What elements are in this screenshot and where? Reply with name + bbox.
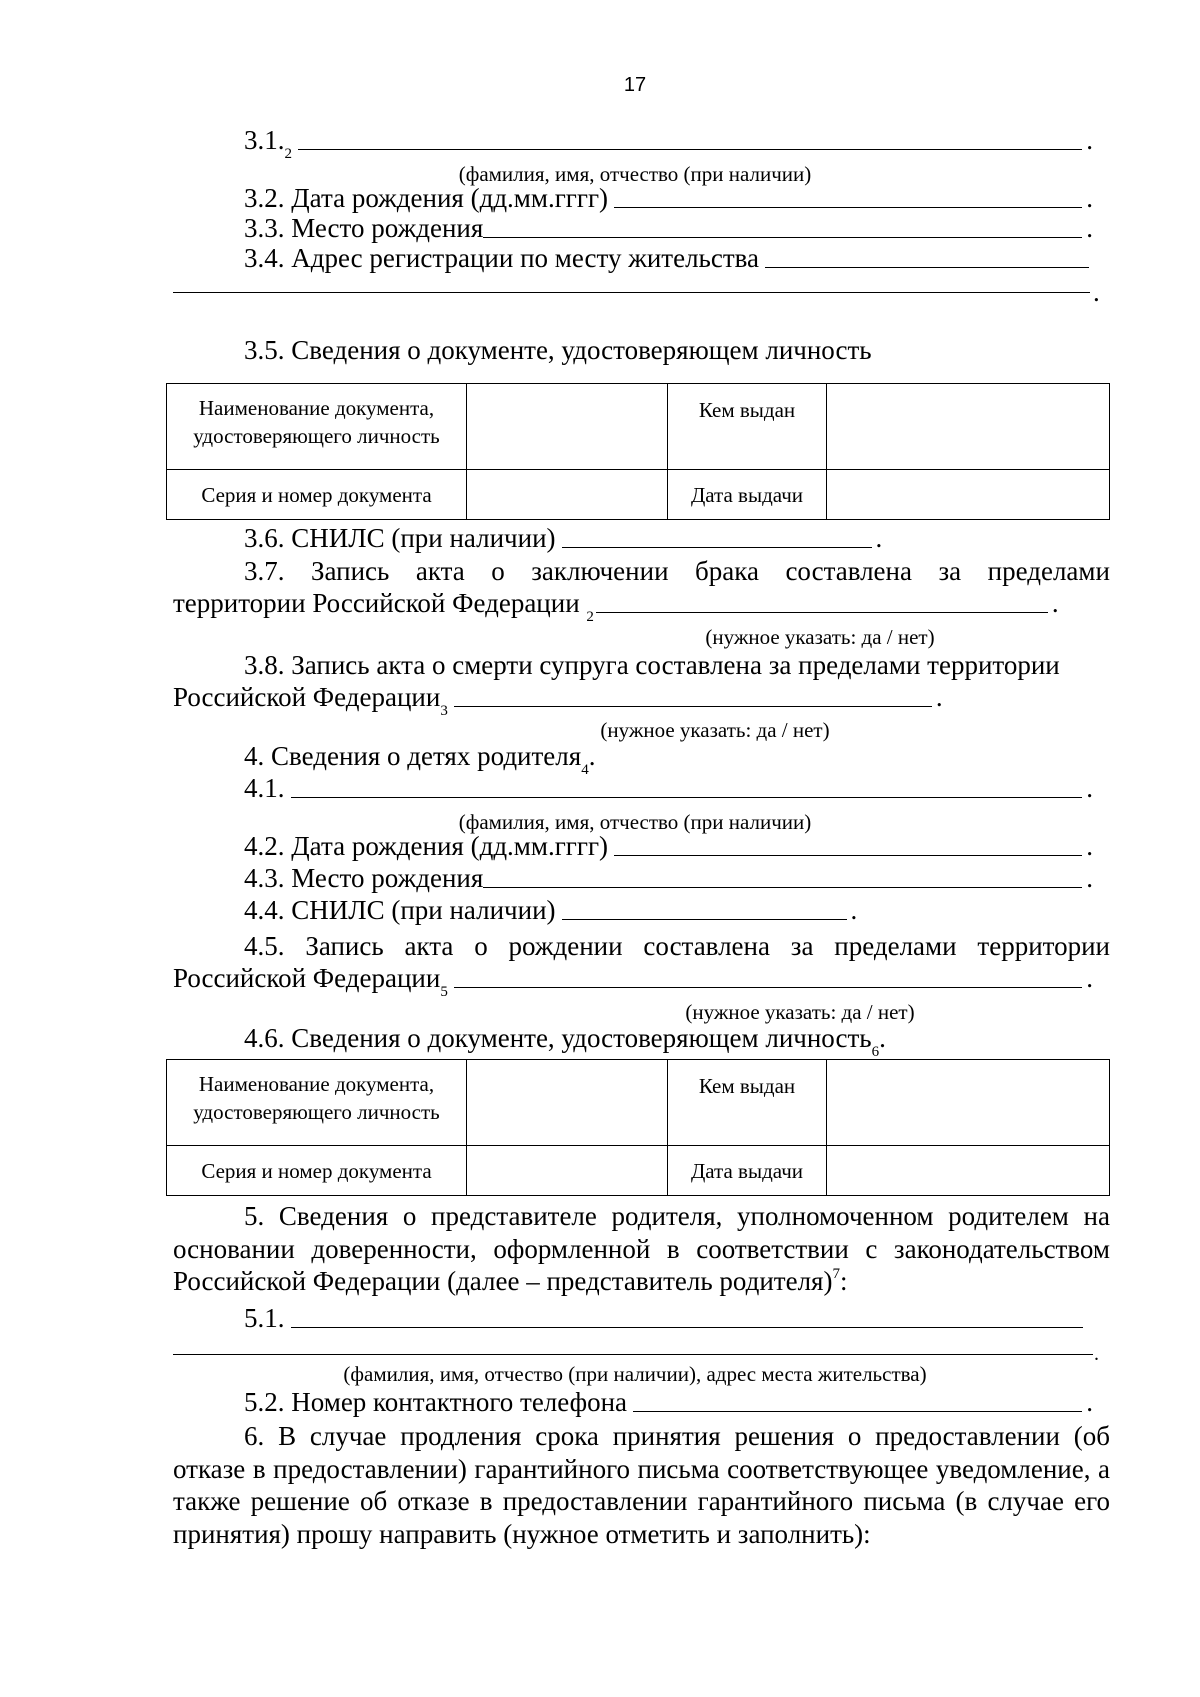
page-number: 17 [623,74,647,96]
cell-issued-by-label: Кем выдан [668,384,827,470]
field-3-6 [244,522,1093,554]
period: . [1086,213,1093,243]
period: . [1094,1343,1099,1365]
field-4-1 [244,772,1093,804]
label-3-3: 3.3. Место рождения [244,213,484,243]
field-4-3 [244,862,1093,894]
fill-line-snils[interactable] [562,546,872,548]
fill-line-birth-place[interactable] [483,236,1082,238]
heading-4: 4. Сведения о детях родителя $^4$ . [244,741,596,778]
field-5-2 [244,1386,1093,1418]
label-3-5: 3.5. Сведения о документе, удостоверяющем личность [244,335,872,365]
hint-yes-no: (нужное указать: да / нет) [600,718,830,742]
period: . [1093,277,1100,307]
heading-4-6: 4.6. Сведения о документе, удостоверяющем личность $^6$ . [244,1023,886,1060]
cell-issued-by-label: Кем выдан [668,1060,827,1146]
field-3-2 [244,182,1093,214]
field-4-5-line2: Российской Федерации $^5$ . [173,963,1093,1000]
period: . [1086,125,1093,155]
field-3-8-line1: 3.8. Запись акта о смерти супруга составлена за пределами территории [244,650,1060,680]
period: . [1086,773,1093,803]
cell-issue-date-value[interactable] [827,470,1110,520]
period: . [1086,963,1093,993]
hint-full-name: (фамилия, имя, отчество (при наличии) [458,162,812,186]
cell-series-number-value[interactable] [467,1146,668,1196]
fill-line-phone[interactable] [633,1410,1082,1412]
fill-line-child-name[interactable] [291,796,1083,798]
section-6-paragraph: 6. В случае продления срока принятия решения о предоставлении (об отказе в предоставлении) гарантийного письма соответствующее уведомление, а также решение об отказе в предоставлении гарантийного письма (в случае его принятия) прошу направить (нужное отметить и заполнить): [173,1421,1110,1549]
fill-line-marriage-abroad[interactable] [596,611,1048,613]
fill-line-address-cont[interactable] [173,292,1090,293]
cell-series-number-label: Серия и номер документа [167,470,467,520]
field-3-7-line1: 3.7. Запись акта о заключении брака составлена за пределами [244,556,1110,586]
fill-line-representative-cont[interactable] [173,1354,1093,1355]
hint-yes-no: (нужное указать: да / нет) [685,1000,915,1024]
cell-issued-by-value[interactable] [827,1060,1110,1146]
label-3-1: 3.1. [244,125,285,155]
cell-issue-date-label: Дата выдачи [668,470,827,520]
fill-line-full-name[interactable] [298,148,1082,150]
hint-name-address: (фамилия, имя, отчество (при наличии), адрес места жительства) [343,1362,927,1386]
field-4-4 [244,894,1093,926]
period: . [875,523,883,553]
label-4-1: 4.1. [244,773,285,803]
label-5-2: 5.2. Номер контактного телефона [244,1387,628,1417]
cell-issue-date-label: Дата выдачи [668,1146,827,1196]
field-3-3 [244,212,1093,244]
label-3-4: 3.4. Адрес регистрации по месту жительства [244,243,760,273]
period: . [1051,588,1059,618]
field-4-5-line1: 4.5. Запись акта о рождении составлена за пределами территории [244,931,1110,961]
fill-line-birth-date[interactable] [614,206,1082,208]
field-3-7-line2: территории Российской Федерации $^2$ . [173,588,1059,625]
identity-doc-table [166,383,1110,520]
period: . [1086,863,1093,893]
heading-3-5 [244,334,1093,366]
fill-line-child-birth-place[interactable] [483,886,1082,888]
child-identity-doc-table [166,1059,1110,1196]
label-5-1: 5.1. [244,1303,285,1333]
period: . [1086,831,1093,861]
label-4-2: 4.2. Дата рождения (дд.мм.гггг) [244,831,609,861]
period: . [935,682,943,712]
hint-full-name: (фамилия, имя, отчество (при наличии) [458,810,812,834]
period: . [1086,183,1093,213]
cell-doc-name-label: Наименование документа, удостоверяющего личность [167,384,467,470]
fill-line-child-birth-date[interactable] [614,854,1082,856]
cell-doc-name-label: Наименование документа, удостоверяющего личность [167,1060,467,1146]
cell-series-number-label: Серия и номер документа [167,1146,467,1196]
cell-doc-name-value[interactable] [467,384,668,470]
label-3-2: 3.2. Дата рождения (дд.мм.гггг) [244,183,609,213]
period: . [1086,1387,1093,1417]
label-4-4: 4.4. СНИЛС (при наличии) [244,895,556,925]
field-4-2 [244,830,1093,862]
field-3-4 [244,242,1093,274]
field-3-1: 3.1. $^2$ . [244,125,1093,162]
label-3-6: 3.6. СНИЛС (при наличии) [244,523,556,553]
cell-doc-name-value[interactable] [467,1060,668,1146]
field-3-8-line2: Российской Федерации $^3$ . [173,682,943,719]
fill-line-death-abroad[interactable] [454,705,932,707]
section-5-paragraph: 5. Сведения о представителе родителя, уполномоченном родителем на основании доверенности, оформленной в соответствии с законодательством Российской Федерации (далее – представитель родителя)$^7$: [173,1201,1110,1296]
cell-issued-by-value[interactable] [827,384,1110,470]
fill-line-child-snils[interactable] [562,918,847,920]
field-5-1 [244,1302,1093,1334]
period: . [850,895,858,925]
cell-series-number-value[interactable] [467,470,668,520]
fill-line-address[interactable] [765,266,1089,268]
hint-yes-no: (нужное указать: да / нет) [705,625,935,649]
label-4-3: 4.3. Место рождения [244,863,484,893]
fill-line-representative[interactable] [291,1326,1084,1328]
fill-line-birth-abroad[interactable] [454,986,1082,988]
cell-issue-date-value[interactable] [827,1146,1110,1196]
footnote-ref: 7 [832,1266,840,1282]
